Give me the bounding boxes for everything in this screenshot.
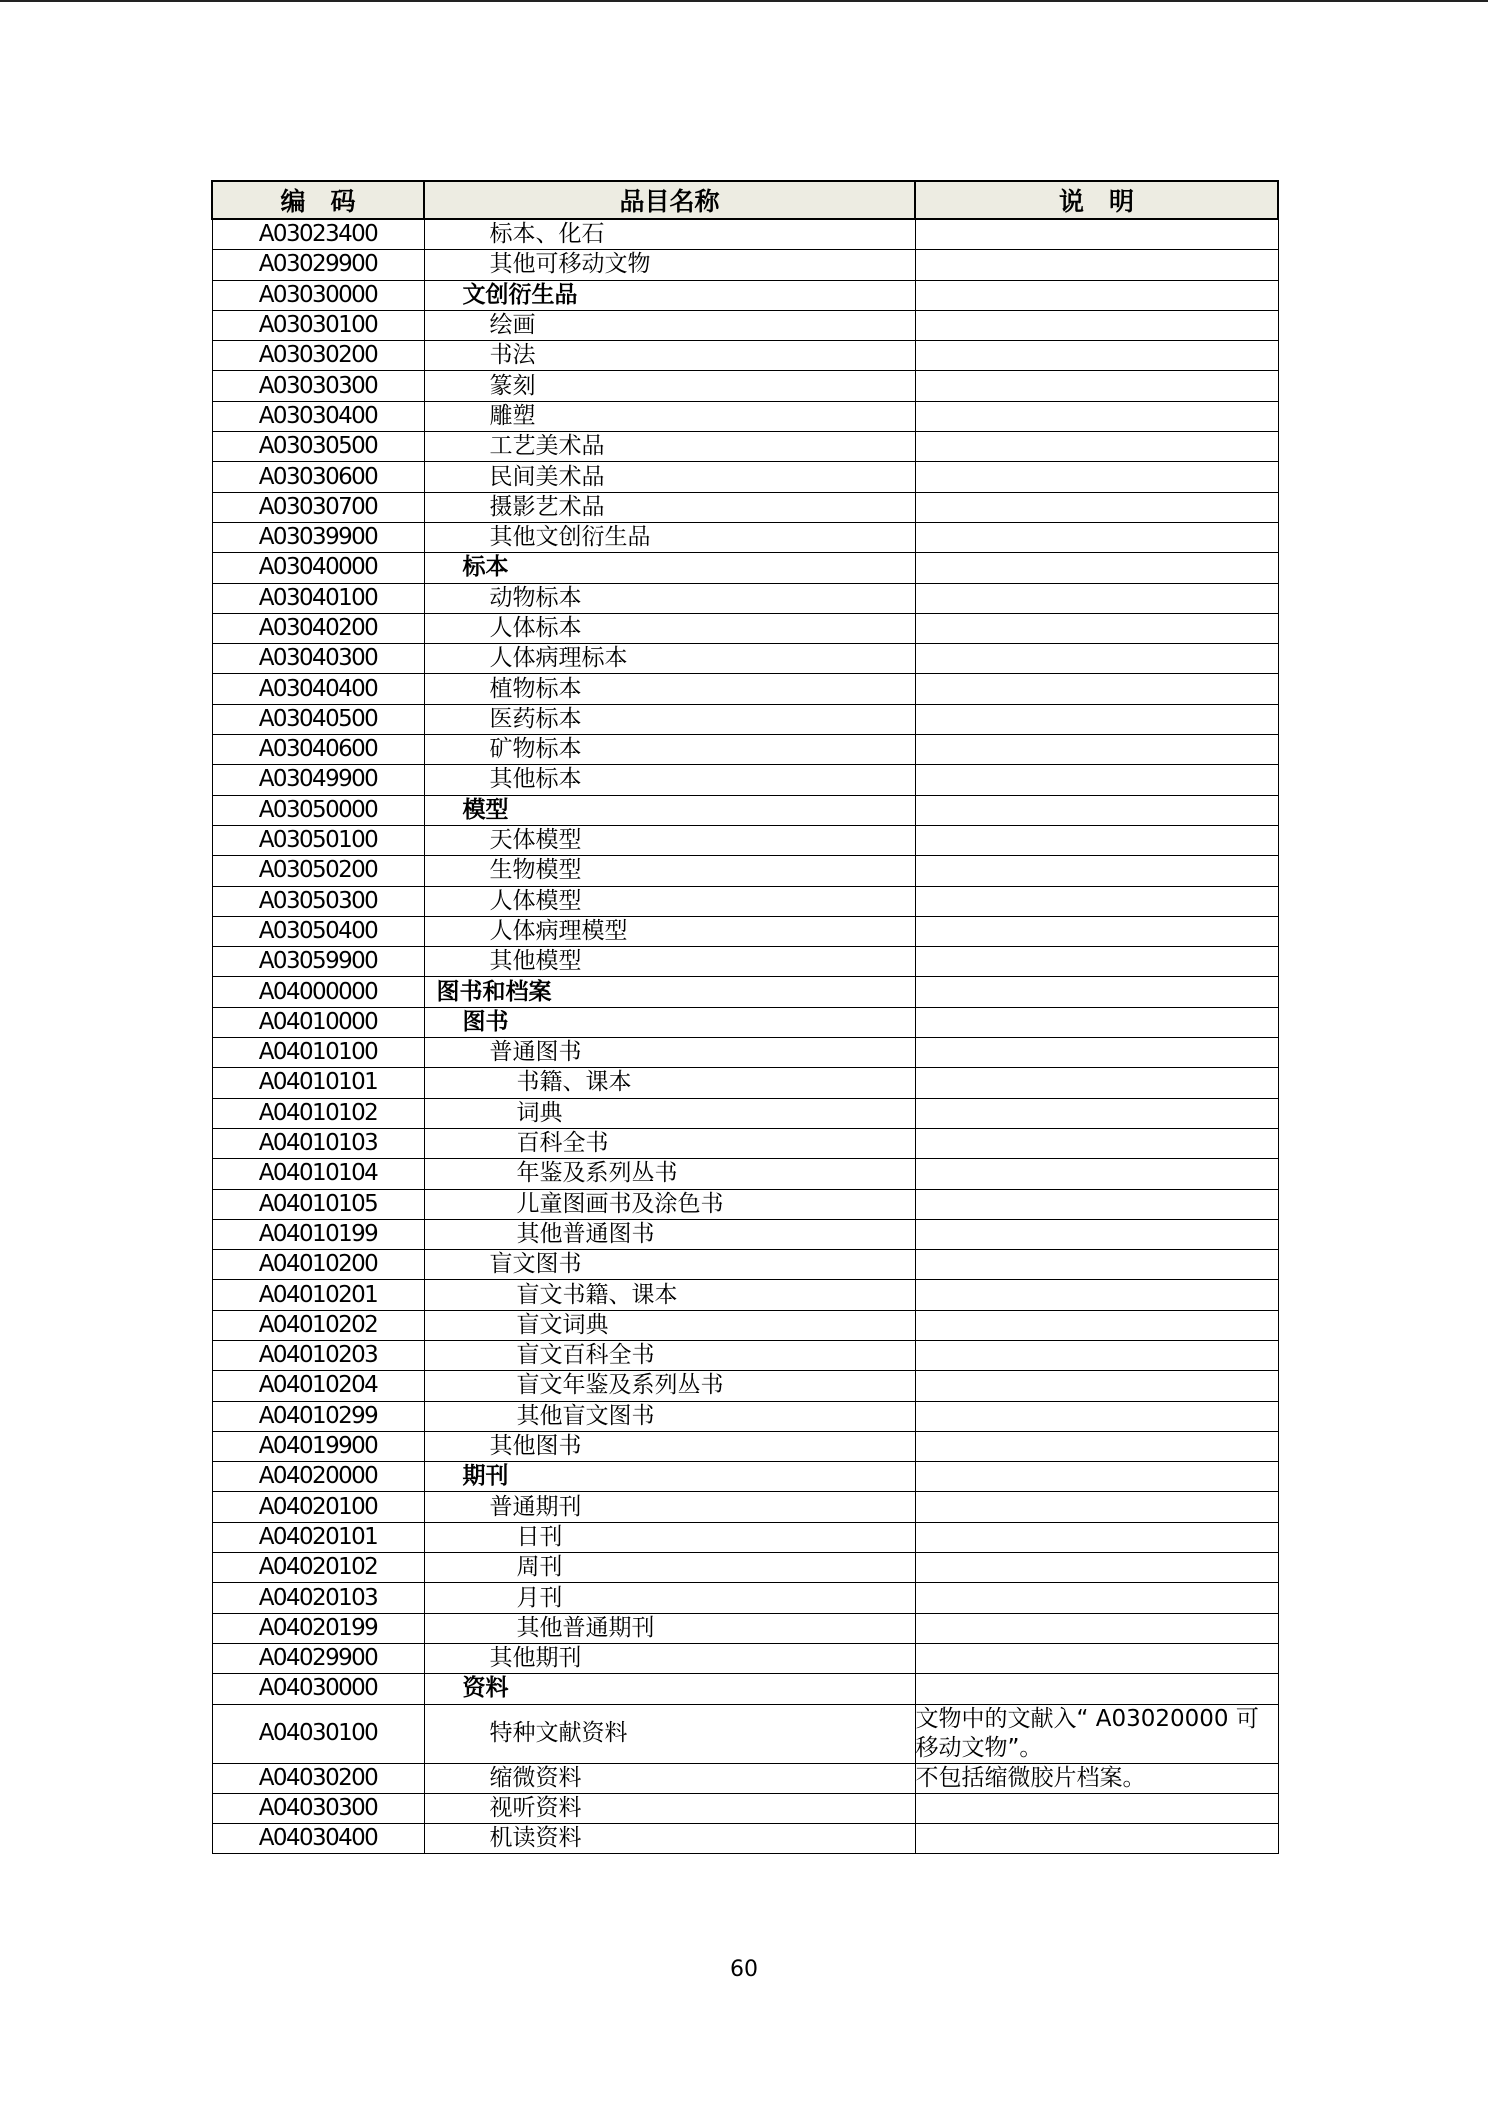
- table-row: [212, 1613, 1278, 1643]
- item-code: A03050000: [212, 795, 424, 825]
- table-row: [212, 1583, 1278, 1613]
- item-name: 书法: [424, 341, 915, 371]
- item-note: [915, 825, 1278, 855]
- item-name: 盲文书籍、课本: [424, 1280, 915, 1310]
- item-code: A03030000: [212, 280, 424, 310]
- item-code: A04010105: [212, 1189, 424, 1219]
- table-row: [212, 341, 1278, 371]
- item-name: 篆刻: [424, 371, 915, 401]
- item-note: [915, 1401, 1278, 1431]
- item-name: 矿物标本: [424, 735, 915, 765]
- item-note: [915, 795, 1278, 825]
- table-row: [212, 765, 1278, 795]
- item-note: [915, 1068, 1278, 1098]
- table-row: [212, 1401, 1278, 1431]
- item-note: [915, 341, 1278, 371]
- table-row: [212, 1068, 1278, 1098]
- item-note: [915, 1462, 1278, 1492]
- item-note: [915, 310, 1278, 340]
- item-code: A03030500: [212, 432, 424, 462]
- item-name: 模型: [424, 795, 915, 825]
- item-name: 绘画: [424, 310, 915, 340]
- item-name: 其他文创衍生品: [424, 522, 915, 552]
- table-row: [212, 1250, 1278, 1280]
- table-row: [212, 674, 1278, 704]
- table-row: [212, 977, 1278, 1007]
- item-name: 盲文词典: [424, 1310, 915, 1340]
- item-name: 期刊: [424, 1462, 915, 1492]
- item-name: 其他可移动文物: [424, 250, 915, 280]
- table-row: [212, 462, 1278, 492]
- item-note: [915, 1250, 1278, 1280]
- item-note: [915, 735, 1278, 765]
- item-name: 其他普通期刊: [424, 1613, 915, 1643]
- item-name: 植物标本: [424, 674, 915, 704]
- item-code: A03059900: [212, 947, 424, 977]
- item-note: [915, 1128, 1278, 1158]
- table-row: [212, 432, 1278, 462]
- item-note: [915, 674, 1278, 704]
- header-item-name: 品目名称: [424, 181, 915, 219]
- table-row: [212, 1340, 1278, 1370]
- table-row: [212, 1128, 1278, 1158]
- item-code: A04020199: [212, 1613, 424, 1643]
- table-row: [212, 492, 1278, 522]
- table-row: [212, 795, 1278, 825]
- item-code: A03040000: [212, 553, 424, 583]
- table-row: [212, 1462, 1278, 1492]
- item-code: A04010103: [212, 1128, 424, 1158]
- item-code: A03040400: [212, 674, 424, 704]
- item-code: A04000000: [212, 977, 424, 1007]
- item-note: [915, 1371, 1278, 1401]
- item-code: A04010200: [212, 1250, 424, 1280]
- item-note: [915, 583, 1278, 613]
- item-name: 动物标本: [424, 583, 915, 613]
- item-code: A04030000: [212, 1674, 424, 1704]
- item-name: 其他标本: [424, 765, 915, 795]
- item-name: 其他普通图书: [424, 1219, 915, 1249]
- item-name: 盲文图书: [424, 1250, 915, 1280]
- item-note: [915, 947, 1278, 977]
- item-note: [915, 1098, 1278, 1128]
- item-name: 工艺美术品: [424, 432, 915, 462]
- item-note: [915, 280, 1278, 310]
- item-name: 摄影艺术品: [424, 492, 915, 522]
- table-row: [212, 1098, 1278, 1128]
- item-note: [915, 1793, 1278, 1823]
- item-name: 月刊: [424, 1583, 915, 1613]
- item-name: 标本、化石: [424, 219, 915, 250]
- item-note: 不包括缩微胶片档案。: [915, 1763, 1278, 1793]
- page-number: 60: [730, 1957, 758, 1982]
- item-name: 日刊: [424, 1522, 915, 1552]
- item-name: 天体模型: [424, 825, 915, 855]
- table-row: [212, 1824, 1278, 1854]
- table-row: [212, 735, 1278, 765]
- item-code: A03023400: [212, 219, 424, 250]
- item-code: A03030300: [212, 371, 424, 401]
- item-name: 民间美术品: [424, 462, 915, 492]
- table-row: [212, 522, 1278, 552]
- item-note: [915, 1553, 1278, 1583]
- table-row: [212, 704, 1278, 734]
- item-code: A03040600: [212, 735, 424, 765]
- item-note: [915, 1613, 1278, 1643]
- table-row: [212, 401, 1278, 431]
- item-code: A04010199: [212, 1219, 424, 1249]
- item-code: A03050400: [212, 916, 424, 946]
- catalog-table: [211, 180, 1279, 1854]
- item-code: A04010104: [212, 1159, 424, 1189]
- item-code: A04030200: [212, 1763, 424, 1793]
- item-note: [915, 1824, 1278, 1854]
- item-name: 缩微资料: [424, 1763, 915, 1793]
- item-note: [915, 613, 1278, 643]
- item-code: A03049900: [212, 765, 424, 795]
- item-name: 年鉴及系列丛书: [424, 1159, 915, 1189]
- item-note: [915, 432, 1278, 462]
- table-row: [212, 947, 1278, 977]
- table-row: [212, 1793, 1278, 1823]
- table-row: [212, 553, 1278, 583]
- table-row: [212, 1007, 1278, 1037]
- item-code: A04020103: [212, 1583, 424, 1613]
- table-row: [212, 280, 1278, 310]
- table-row: [212, 371, 1278, 401]
- table-row: [212, 1280, 1278, 1310]
- item-note: [915, 886, 1278, 916]
- item-name: 百科全书: [424, 1128, 915, 1158]
- item-note: [915, 856, 1278, 886]
- item-code: A03030200: [212, 341, 424, 371]
- item-code: A04020000: [212, 1462, 424, 1492]
- table-row: [212, 1492, 1278, 1522]
- table-row: [212, 219, 1278, 250]
- item-note: [915, 1340, 1278, 1370]
- table-header: [212, 181, 1278, 219]
- item-note: [915, 492, 1278, 522]
- item-note: [915, 401, 1278, 431]
- item-code: A03030600: [212, 462, 424, 492]
- item-name: 标本: [424, 553, 915, 583]
- table-body: [212, 219, 1278, 1854]
- item-note: [915, 250, 1278, 280]
- item-name: 图书和档案: [424, 977, 915, 1007]
- item-note: [915, 1492, 1278, 1522]
- item-code: A04010102: [212, 1098, 424, 1128]
- table-row: [212, 1189, 1278, 1219]
- header-code: 编 码: [212, 181, 424, 219]
- item-code: A04030300: [212, 1793, 424, 1823]
- item-name: 周刊: [424, 1553, 915, 1583]
- item-note: [915, 371, 1278, 401]
- item-code: A04020101: [212, 1522, 424, 1552]
- table-row: [212, 1038, 1278, 1068]
- item-note: [915, 219, 1278, 250]
- table-row: [212, 583, 1278, 613]
- item-note: [915, 765, 1278, 795]
- table-row: [212, 1522, 1278, 1552]
- table-row: [212, 886, 1278, 916]
- item-note: [915, 916, 1278, 946]
- item-note: [915, 1189, 1278, 1219]
- table-row: [212, 916, 1278, 946]
- item-code: A03030400: [212, 401, 424, 431]
- item-code: A03030100: [212, 310, 424, 340]
- item-name: 其他模型: [424, 947, 915, 977]
- item-name: 雕塑: [424, 401, 915, 431]
- item-name: 资料: [424, 1674, 915, 1704]
- item-name: 盲文年鉴及系列丛书: [424, 1371, 915, 1401]
- item-code: A04030400: [212, 1824, 424, 1854]
- table-row: [212, 1371, 1278, 1401]
- item-note: 文物中的文献入“ A03020000 可移动文物”。: [915, 1704, 1278, 1763]
- item-note: [915, 1431, 1278, 1461]
- item-name: 人体模型: [424, 886, 915, 916]
- item-code: A04020100: [212, 1492, 424, 1522]
- table-row: [212, 644, 1278, 674]
- table-row: [212, 1159, 1278, 1189]
- item-name: 视听资料: [424, 1793, 915, 1823]
- table-row: [212, 310, 1278, 340]
- item-note: [915, 1007, 1278, 1037]
- item-note: [915, 1674, 1278, 1704]
- item-note: [915, 977, 1278, 1007]
- item-note: [915, 1310, 1278, 1340]
- item-code: A03040500: [212, 704, 424, 734]
- item-code: A03040200: [212, 613, 424, 643]
- page-top-border: [0, 0, 1488, 2]
- item-note: [915, 1159, 1278, 1189]
- table-row: [212, 1674, 1278, 1704]
- table-row: [212, 1219, 1278, 1249]
- item-code: A04010100: [212, 1038, 424, 1068]
- item-name: 其他图书: [424, 1431, 915, 1461]
- item-name: 人体标本: [424, 613, 915, 643]
- item-name: 儿童图画书及涂色书: [424, 1189, 915, 1219]
- item-note: [915, 522, 1278, 552]
- item-code: A03029900: [212, 250, 424, 280]
- table-row: [212, 1310, 1278, 1340]
- item-code: A03040100: [212, 583, 424, 613]
- table-row: [212, 1643, 1278, 1673]
- item-name: 图书: [424, 1007, 915, 1037]
- item-name: 特种文献资料: [424, 1704, 915, 1763]
- item-code: A04019900: [212, 1431, 424, 1461]
- item-code: A04010299: [212, 1401, 424, 1431]
- item-name: 盲文百科全书: [424, 1340, 915, 1370]
- item-name: 普通图书: [424, 1038, 915, 1068]
- item-name: 书籍、课本: [424, 1068, 915, 1098]
- item-code: A03050200: [212, 856, 424, 886]
- item-code: A04010000: [212, 1007, 424, 1037]
- item-name: 普通期刊: [424, 1492, 915, 1522]
- table-row: [212, 1704, 1278, 1763]
- header-description: 说 明: [915, 181, 1278, 219]
- item-name: 词典: [424, 1098, 915, 1128]
- item-name: 生物模型: [424, 856, 915, 886]
- item-code: A03039900: [212, 522, 424, 552]
- item-note: [915, 1280, 1278, 1310]
- item-code: A03030700: [212, 492, 424, 522]
- item-code: A04010201: [212, 1280, 424, 1310]
- item-code: A03040300: [212, 644, 424, 674]
- table-row: [212, 856, 1278, 886]
- item-note: [915, 704, 1278, 734]
- item-code: A04029900: [212, 1643, 424, 1673]
- item-name: 其他期刊: [424, 1643, 915, 1673]
- item-code: A04030100: [212, 1704, 424, 1763]
- item-name: 人体病理模型: [424, 916, 915, 946]
- item-note: [915, 1219, 1278, 1249]
- table-row: [212, 825, 1278, 855]
- item-code: A04010202: [212, 1310, 424, 1340]
- item-name: 人体病理标本: [424, 644, 915, 674]
- item-code: A03050300: [212, 886, 424, 916]
- item-note: [915, 462, 1278, 492]
- table-row: [212, 250, 1278, 280]
- table-row: [212, 1763, 1278, 1793]
- table-row: [212, 1553, 1278, 1583]
- item-code: A04010101: [212, 1068, 424, 1098]
- item-name: 机读资料: [424, 1824, 915, 1854]
- item-note: [915, 1583, 1278, 1613]
- item-name: 医药标本: [424, 704, 915, 734]
- item-name: 文创衍生品: [424, 280, 915, 310]
- table-row: [212, 1431, 1278, 1461]
- item-name: 其他盲文图书: [424, 1401, 915, 1431]
- item-code: A03050100: [212, 825, 424, 855]
- item-note: [915, 1038, 1278, 1068]
- item-code: A04010204: [212, 1371, 424, 1401]
- item-note: [915, 1643, 1278, 1673]
- item-note: [915, 644, 1278, 674]
- item-note: [915, 1522, 1278, 1552]
- item-code: A04020102: [212, 1553, 424, 1583]
- item-note: [915, 553, 1278, 583]
- table-row: [212, 613, 1278, 643]
- item-code: A04010203: [212, 1340, 424, 1370]
